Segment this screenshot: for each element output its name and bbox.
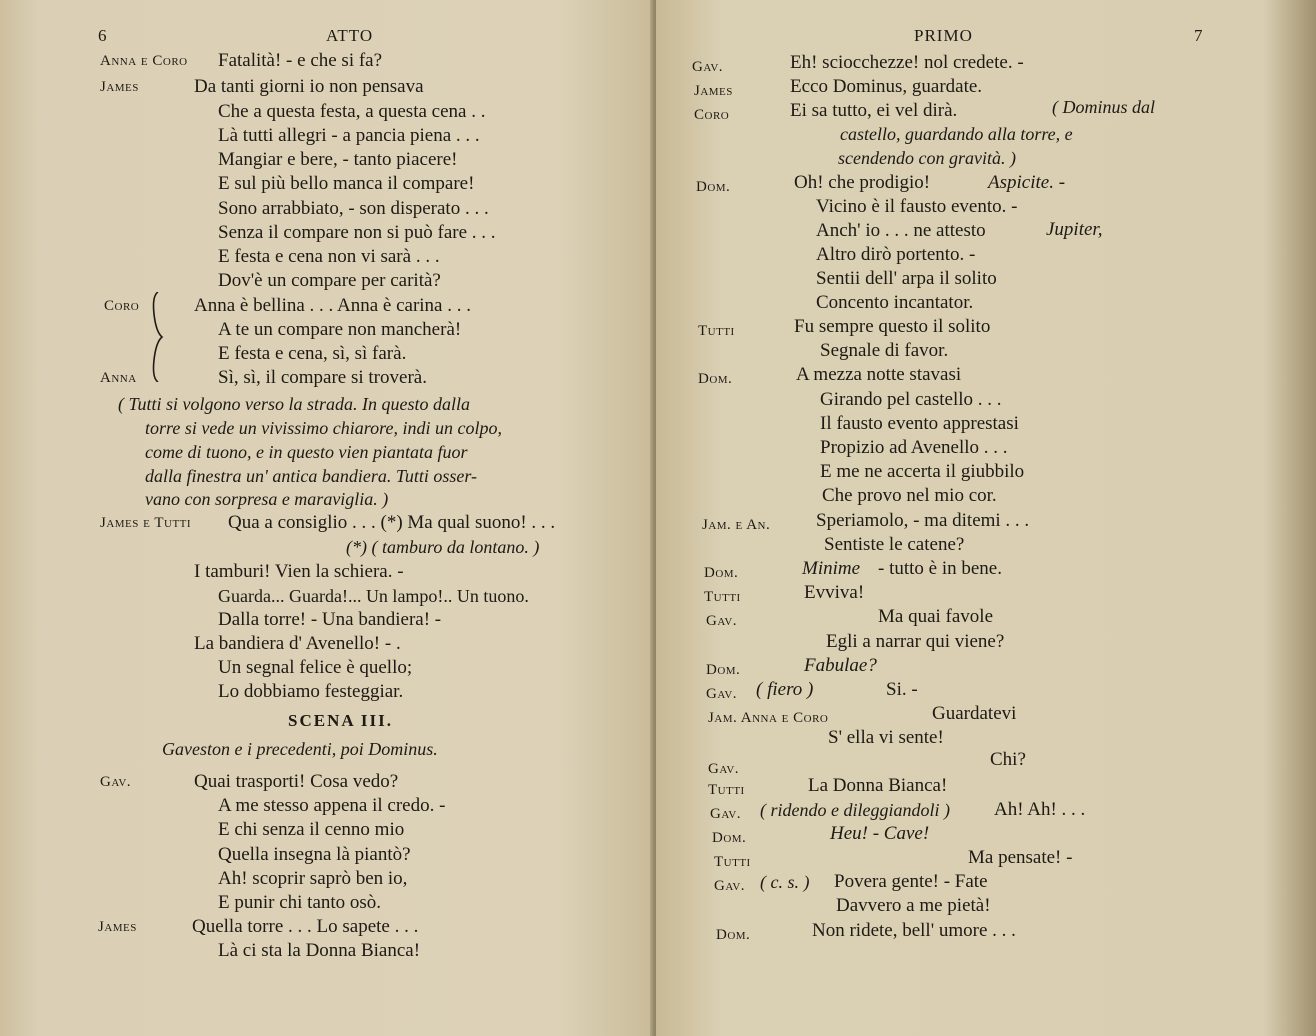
verse-line: Che provo nel mio cor. <box>822 485 997 506</box>
stage-direction: ( Tutti si volgono verso la strada. In questo dalla <box>118 394 471 414</box>
speaker: Dom. <box>716 927 751 943</box>
speaker: Jam. e An. <box>702 517 771 533</box>
stage-direction: vano con sorpresa e maraviglia. ) <box>145 489 389 509</box>
verse-line: Egli a narrar qui viene? <box>826 631 1005 652</box>
running-head: PRIMO <box>914 26 973 45</box>
stage-direction: come di tuono, e in questo vien piantata fuor <box>145 442 468 462</box>
verse-line: Sono arrabbiato, - son disperato . . . <box>218 198 489 219</box>
verse-line: Si. - <box>886 679 918 700</box>
speaker: Coro <box>694 107 730 123</box>
speaker: Tutti <box>704 589 741 605</box>
verse-line: Ei sa tutto, ei vel dirà. <box>790 100 958 121</box>
speaker: Gav. <box>708 761 740 777</box>
verse-line: Segnale di favor. <box>820 340 949 361</box>
verse-line: A te un compare non mancherà! <box>218 319 462 340</box>
verse-line: Dov'è un compare per carità? <box>218 270 441 291</box>
verse-line: E festa e cena, sì, sì farà. <box>218 343 407 364</box>
verse-line: I tamburi! Vien la schiera. - <box>194 561 404 582</box>
verse-line: La Donna Bianca! <box>808 775 948 796</box>
verse-line: Ma pensate! - <box>968 847 1073 868</box>
verse-line: Mangiar e bere, - tanto piacere! <box>218 149 458 170</box>
latin-phrase: Minime <box>802 558 861 579</box>
verse-line: Concento incantator. <box>816 292 974 313</box>
verse-line: Anna è bellina . . . Anna è carina . . . <box>194 295 471 316</box>
stage-direction: ( c. s. ) <box>760 872 810 892</box>
stage-direction: ( Dominus dal <box>1052 97 1155 117</box>
speaker: Coro <box>104 298 140 314</box>
verse-line: Vicino è il fausto evento. - <box>816 196 1018 217</box>
speaker: Gav. <box>706 613 738 629</box>
stage-direction: castello, guardando alla torre, e <box>840 124 1073 144</box>
right-page <box>656 0 1316 1036</box>
left-page <box>0 0 654 1036</box>
verse-line: Sentiste le catene? <box>824 534 965 555</box>
stage-direction: scendendo con gravità. ) <box>838 148 1016 168</box>
verse-line: Anch' io . . . ne attesto <box>816 220 986 241</box>
page-number: 7 <box>1194 26 1204 45</box>
speaker: Gav. <box>692 59 724 75</box>
speaker: Gav. <box>714 878 746 894</box>
verse-line: Eh! sciocchezze! nol credete. - <box>790 52 1024 73</box>
scene-title: SCENA III. <box>288 711 394 730</box>
verse-line: E punir chi tanto osò. <box>218 892 382 913</box>
speaker: James e Tutti <box>100 515 192 531</box>
verse-line: Qua a consiglio . . . (*) Ma qual suono! . . . <box>228 512 556 533</box>
verse-line: Quella insegna là piantò? <box>218 844 411 865</box>
verse-line: Ah! Ah! . . . <box>994 799 1086 820</box>
page-number: 6 <box>98 26 108 45</box>
stage-direction: ( ridendo e dileggiandoli ) <box>760 800 950 820</box>
stage-direction: dalla finestra un' antica bandiera. Tutti osser- <box>145 466 477 486</box>
speaker: Anna e Coro <box>100 53 188 69</box>
speaker: Gav. <box>710 806 742 822</box>
brace-mark <box>150 292 164 382</box>
verse-line: A me stesso appena il credo. - <box>218 795 446 816</box>
speaker: Gav. <box>706 686 738 702</box>
verse-line: Fatalità! - e che si fa? <box>218 50 383 71</box>
speaker: Jam. Anna e Coro <box>708 710 829 726</box>
speaker: Dom. <box>706 662 741 678</box>
verse-line: Altro dirò portento. - <box>816 244 976 265</box>
verse-line: Chi? <box>990 749 1026 770</box>
verse-line: E chi senza il cenno mio <box>218 819 405 840</box>
verse-line: Oh! che prodigio! <box>794 172 931 193</box>
speaker: Tutti <box>714 854 751 870</box>
stage-direction: torre si vede un vivissimo chiarore, indi un colpo, <box>145 418 502 438</box>
speaker: Tutti <box>698 323 735 339</box>
verse-line: Il fausto evento apprestasi <box>820 413 1019 434</box>
verse-line: E festa e cena non vi sarà . . . <box>218 246 440 267</box>
verse-line: A mezza notte stavasi <box>796 364 962 385</box>
speaker: Dom. <box>696 179 731 195</box>
verse-line: Dalla torre! - Una bandiera! - <box>218 609 442 630</box>
verse-line: Ecco Dominus, guardate. <box>790 76 983 97</box>
verse-line: - tutto è in bene. <box>878 558 1002 579</box>
verse-line: Speriamolo, - ma ditemi . . . <box>816 510 1030 531</box>
verse-line: Un segnal felice è quello; <box>218 657 413 678</box>
verse-line: S' ella vi sente! <box>828 727 944 748</box>
verse-line: Ma quai favole <box>878 606 994 627</box>
latin-phrase: Fabulae? <box>804 655 877 676</box>
speaker: Tutti <box>708 782 745 798</box>
speaker: Anna <box>100 370 137 386</box>
running-head: ATTO <box>326 26 374 45</box>
verse-line: Fu sempre questo il solito <box>794 316 991 337</box>
verse-line: Ah! scoprir saprò ben io, <box>218 868 408 889</box>
verse-line: Evviva! <box>804 582 865 603</box>
verse-line: Davvero a me pietà! <box>836 895 991 916</box>
verse-line: Lo dobbiamo festeggiar. <box>218 681 404 702</box>
verse-line: Non ridete, bell' umore . . . <box>812 920 1016 941</box>
verse-line: Là tutti allegri - a pancia piena . . . <box>218 125 480 146</box>
verse-line: Là ci sta la Donna Bianca! <box>218 940 421 961</box>
speaker: James <box>98 919 137 935</box>
verse-line: Da tanti giorni io non pensava <box>194 76 424 97</box>
verse-line: Guardatevi <box>932 703 1017 724</box>
verse-line: E sul più bello manca il compare! <box>218 173 475 194</box>
verse-line: Quai trasporti! Cosa vedo? <box>194 771 399 792</box>
stage-direction: ( fiero ) <box>756 679 814 700</box>
speaker: Gav. <box>100 774 132 790</box>
speaker: Dom. <box>704 565 739 581</box>
latin-phrase: Jupiter, <box>1046 219 1103 240</box>
verse-line: Guarda... Guarda!... Un lampo!.. Un tuono. <box>218 586 529 606</box>
verse-line: Che a questa festa, a questa cena . . <box>218 101 486 122</box>
scene-subtitle: Gaveston e i precedenti, poi Dominus. <box>162 739 438 759</box>
verse-line: Povera gente! - Fate <box>834 871 988 892</box>
verse-line: E me ne accerta il giubbilo <box>820 461 1025 482</box>
verse-line: Propizio ad Avenello . . . <box>820 437 1008 458</box>
speaker: Dom. <box>712 830 747 846</box>
speaker: James <box>694 83 733 99</box>
speaker: Dom. <box>698 371 733 387</box>
footnote: (*) ( tamburo da lontano. ) <box>346 537 540 557</box>
verse-line: Senza il compare non si può fare . . . <box>218 222 496 243</box>
verse-line: Quella torre . . . Lo sapete . . . <box>192 916 419 937</box>
verse-line: Sì, sì, il compare si troverà. <box>218 367 427 388</box>
latin-phrase: Aspicite. - <box>988 172 1066 193</box>
verse-line: La bandiera d' Avenello! - . <box>194 633 401 654</box>
speaker: James <box>100 79 139 95</box>
verse-line: Girando pel castello . . . <box>820 389 1002 410</box>
verse-line: Sentii dell' arpa il solito <box>816 268 997 289</box>
latin-phrase: Heu! - Cave! <box>830 823 930 844</box>
